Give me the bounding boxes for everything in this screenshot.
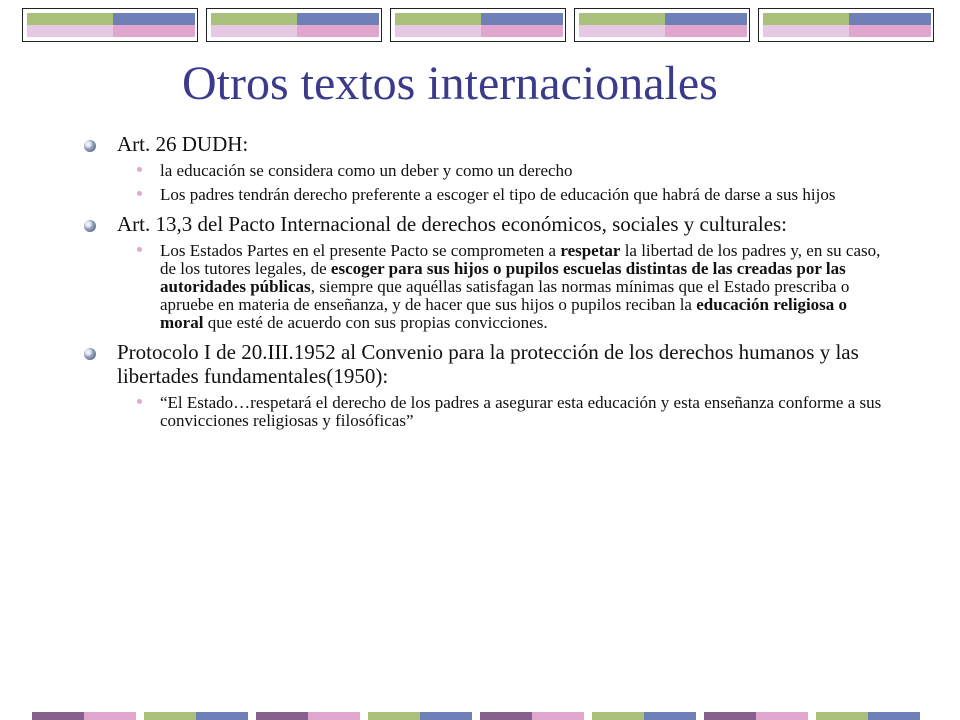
decorative-tile [758,8,934,42]
bullet-text: Protocolo I de 20.III.1952 al Convenio para la protección de los derechos humanos y las libertades fundamentales(1950): [117,340,859,388]
bullet-icon [84,220,96,232]
decorative-tile [390,8,566,42]
bullet-text: Art. 13,3 del Pacto Internacional de derechos económicos, sociales y culturales: [117,212,788,236]
dot-icon [137,399,142,404]
sub-bullet-item [126,394,884,430]
slide-content [84,126,884,430]
top-decorative-band [0,0,960,46]
decorative-tile [574,8,750,42]
dot-icon [137,167,142,172]
sub-bullet-text: “El Estado…respetará el derecho de los padres a asegurar esta educación y esta enseñanza conforme a sus convicciones religiosas y filosóficas” [160,393,882,430]
bullet-text: Art. 26 DUDH: [117,132,249,156]
sub-bullet-text: Los Estados Partes en el presente Pacto se comprometen a respetar la libertad de los padres y, en su caso, de los tutores legales, de escoger para sus hijos o pupilos escuelas distintas de las creadas por las autoridades públicas, siempre que aquéllas satisfagan las normas mínimas que el Estado prescriba o apruebe en materia de enseñanza, y de hacer que sus hijos o pupilos reciban la educación religiosa o moral que esté de acuerdo con sus propias convicciones. [160,241,881,332]
bullet-item [84,132,884,156]
bullet-item [84,340,884,388]
bullet-item [84,212,884,236]
dot-icon [137,191,142,196]
bullet-icon [84,348,96,360]
sub-bullet-item [126,186,884,204]
sub-bullet-item [126,162,884,180]
sub-bullet-text: la educación se considera como un deber y como un derecho [160,161,573,180]
decorative-tile [22,8,198,42]
decorative-tile [206,8,382,42]
sub-bullet-text: Los padres tendrán derecho preferente a escoger el tipo de educación que habrá de darse a sus hijos [160,185,836,204]
sub-bullet-item [126,242,884,332]
slide-title: Otros textos internacionales [182,57,718,110]
dot-icon [137,247,142,252]
bottom-decorative-band [0,712,960,720]
bullet-icon [84,140,96,152]
